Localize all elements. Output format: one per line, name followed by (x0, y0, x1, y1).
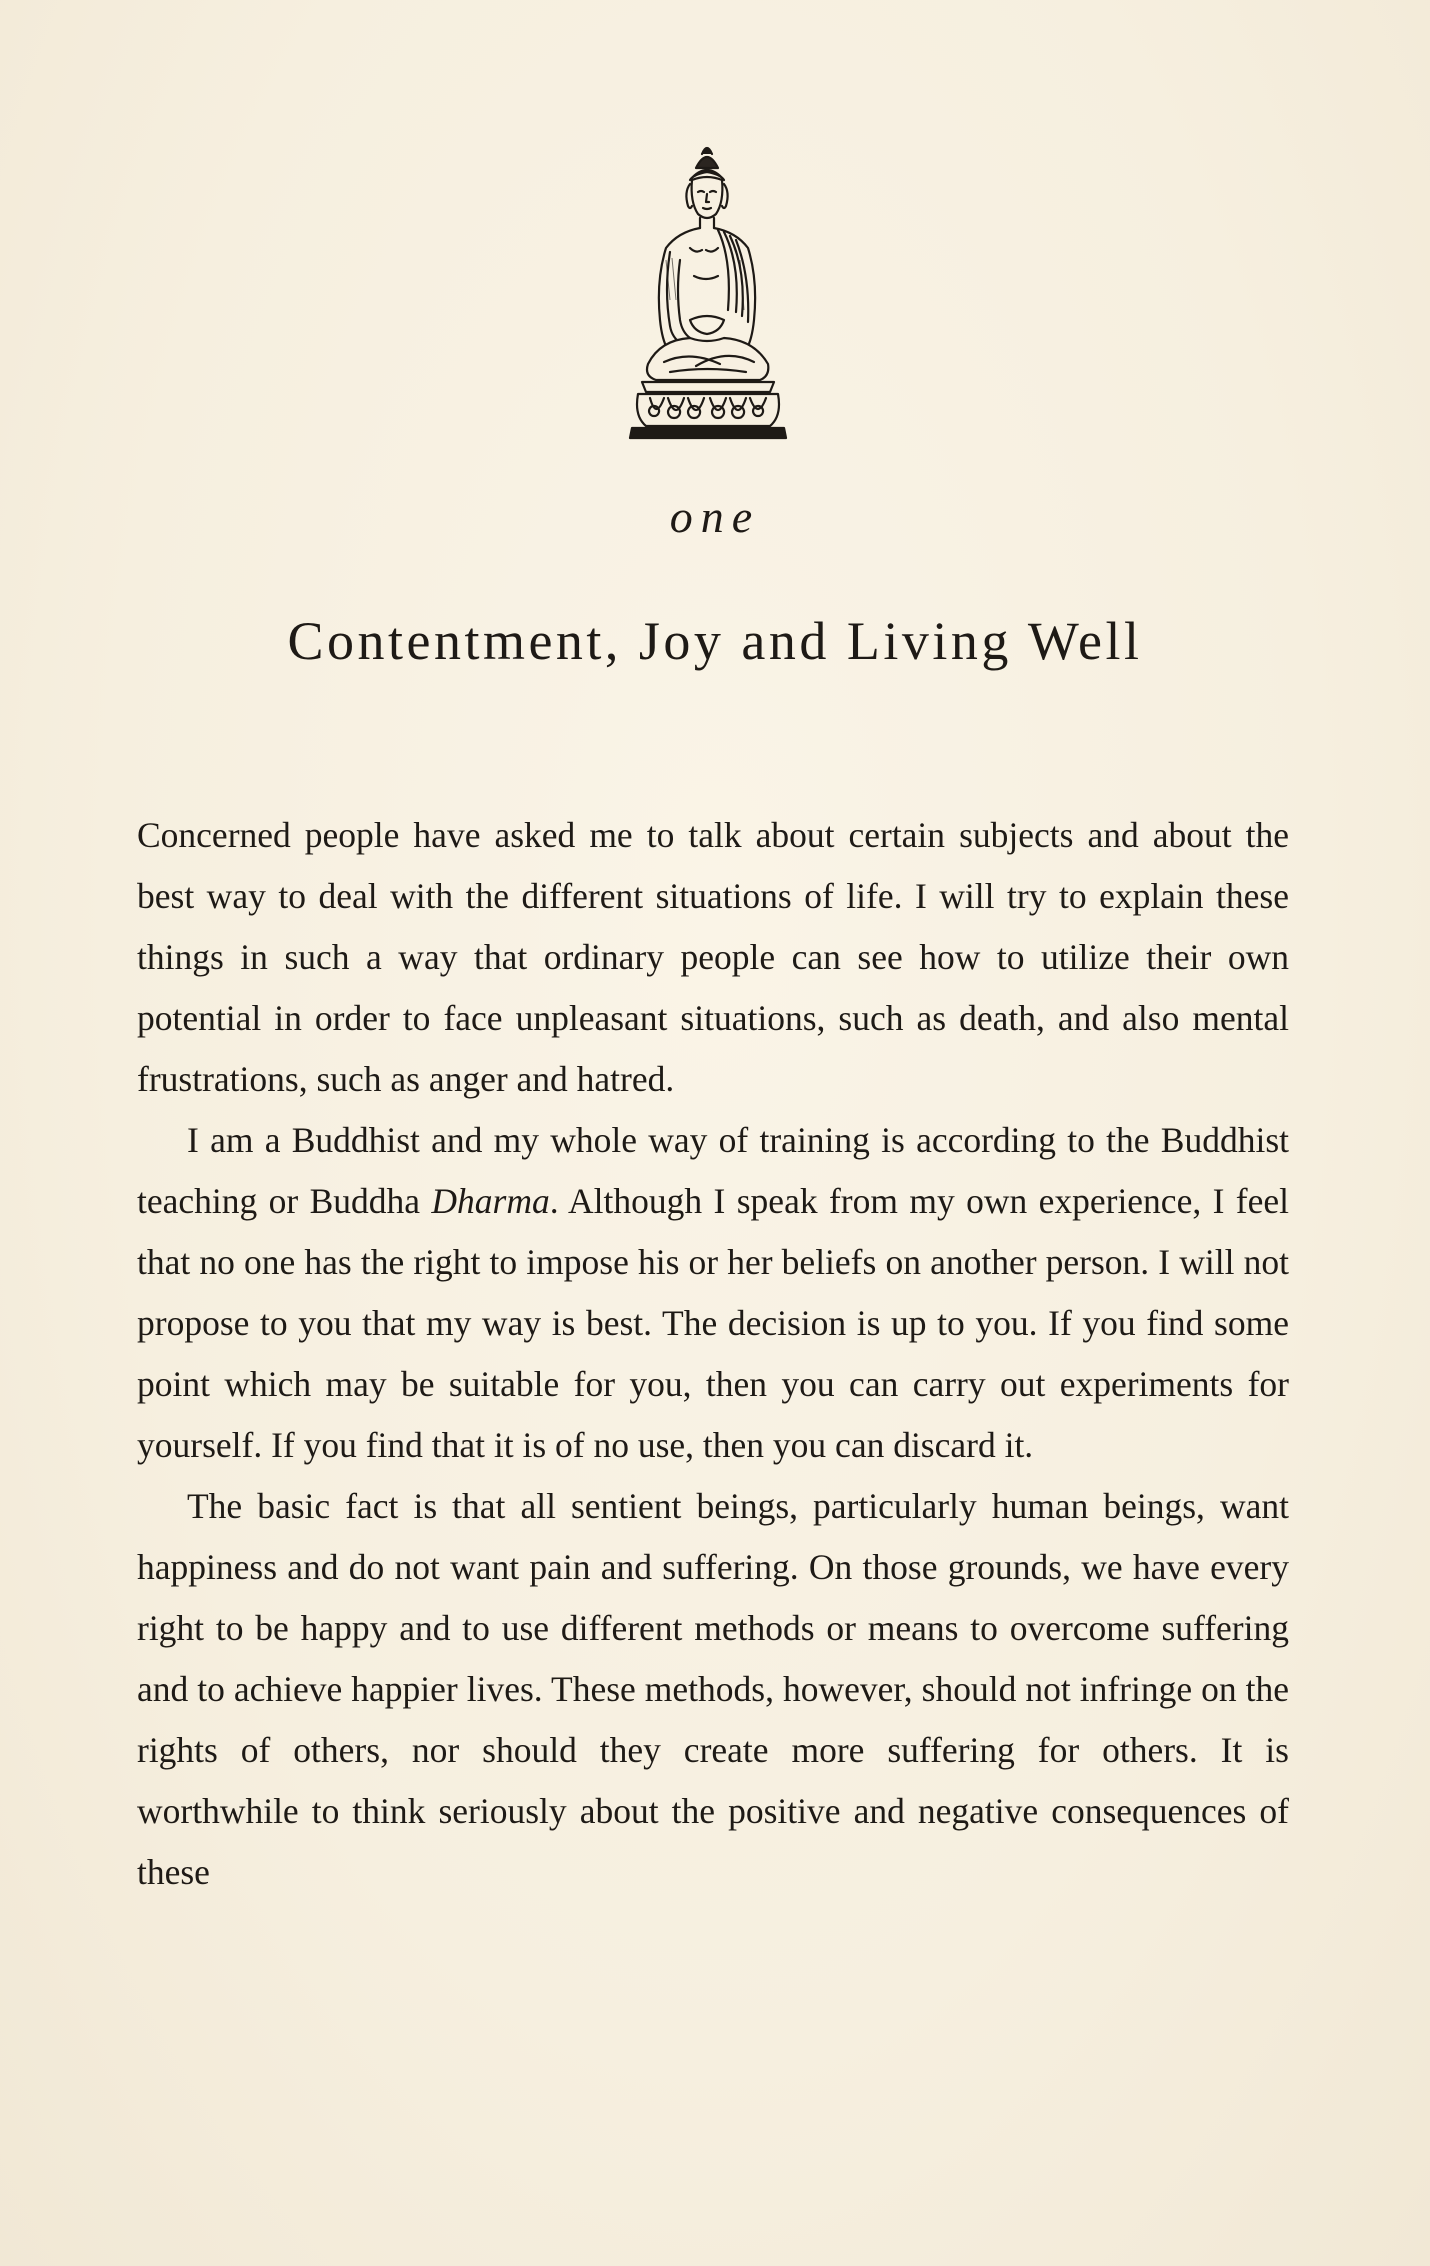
buddha-figure-icon (620, 140, 795, 445)
paragraph-3: The basic fact is that all sentient beings, particularly human beings, want happiness and do not want pain and suffering. On those grounds, we have every right to be happy and to use different methods or means to overcome suffering and to achieve happier lives. These methods, however, should not infringe on the rights of others, nor should they create more suffering for others. It is worthwhile to think seriously about the positive and negative consequences of these (137, 1486, 1289, 1892)
chapter-title: Contentment, Joy and Living Well (287, 611, 1143, 671)
paragraph-2 (137, 1110, 1289, 1476)
dharma-emphasis: Dharma (431, 1181, 550, 1221)
paragraph-2-text-before: I am a Buddhist and my whole way of training is according to the Buddhist teaching or Buddha (137, 1120, 1289, 1221)
chapter-body (137, 805, 1289, 1903)
paragraph-2-text-after: . Although I speak from my own experience, I feel that no one has the right to impose his or her beliefs on another person. I will not propose to you that my way is best. The decision is up to you. If you find some point which may be suitable for you, then you can carry out experiments for yourself. If you find that it is of no use, then you can discard it. (137, 1181, 1289, 1465)
chapter-number: one (669, 491, 761, 542)
paragraph-1: Concerned people have asked me to talk about certain subjects and about the best way to deal with the different situations of life. I will try to explain these things in such a way that ordinary people can see how to utilize their own potential in order to face unpleasant situations, such as death, and also mental frustrations, such as anger and hatred. (137, 815, 1289, 1099)
